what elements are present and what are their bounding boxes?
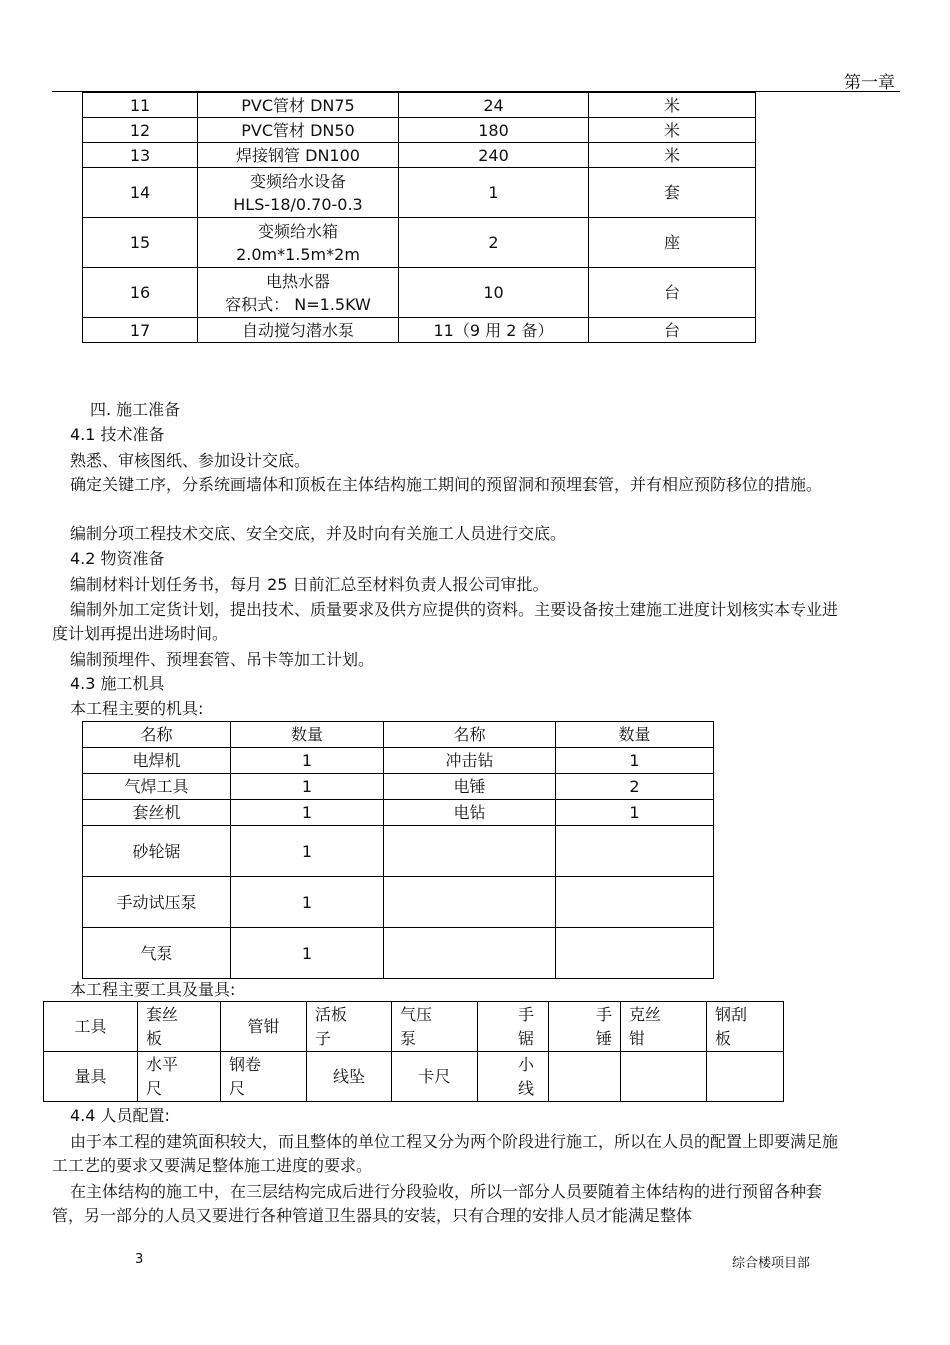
table-cell: 1 <box>231 748 384 774</box>
item-number: 17 <box>83 318 198 343</box>
s41-title: 4.1 技术准备 <box>70 425 165 444</box>
footer-department: 综合楼项目部 <box>732 1256 811 1271</box>
table-cell: 电钻 <box>384 800 556 826</box>
item-number: 12 <box>83 118 198 143</box>
s41-p3: 编制分项工程技术交底、安全交底，并及时向有关施工人员进行交底。 <box>70 524 567 543</box>
tool-cell: 克丝 钳 <box>621 1002 707 1052</box>
table-row <box>83 748 714 774</box>
tool-cell: 钢刮 板 <box>707 1002 784 1052</box>
tools-intro: 本工程主要工具及量具: <box>70 980 236 999</box>
table-row <box>83 143 756 168</box>
tool-cell: 线坠 <box>307 1052 392 1102</box>
table-row <box>44 1052 784 1102</box>
table-cell <box>556 826 714 877</box>
tools-table <box>43 1001 784 1102</box>
table-row <box>83 168 756 218</box>
table-cell: 1 <box>231 877 384 928</box>
s42-p2: 编制外加工定货计划，提出技术、质量要求及供方应提供的资料。主要设备按土建施工进度计划核实本专业进度计划再提出进场时间。 <box>52 600 839 643</box>
tool-cell: 手 锯 <box>478 1002 549 1052</box>
tool-cell: 量具 <box>44 1052 138 1102</box>
table-row <box>83 318 756 343</box>
table-cell: 砂轮锯 <box>83 826 231 877</box>
table-cell: 套丝机 <box>83 800 231 826</box>
table-cell: 电焊机 <box>83 748 231 774</box>
table-row <box>83 826 714 877</box>
item-unit: 台 <box>589 318 756 343</box>
table-cell: 气泵 <box>83 928 231 979</box>
item-unit: 米 <box>589 118 756 143</box>
tool-cell: 小 线 <box>478 1052 549 1102</box>
tool-cell: 工具 <box>44 1002 138 1052</box>
table-row <box>44 1002 784 1052</box>
s42-p3: 编制预埋件、预埋套管、吊卡等加工计划。 <box>70 650 375 669</box>
table-row <box>83 774 714 800</box>
page-number: 3 <box>135 1252 144 1267</box>
table-row <box>83 218 756 268</box>
item-number: 14 <box>83 168 198 218</box>
column-header: 名称 <box>384 722 556 748</box>
section4-title: 四. 施工准备 <box>90 400 181 419</box>
tool-cell: 钢卷 尺 <box>221 1052 307 1102</box>
tool-cell <box>707 1052 784 1102</box>
item-quantity: 1 <box>399 168 589 218</box>
item-quantity: 11（9 用 2 备） <box>399 318 589 343</box>
materials-table <box>82 92 756 343</box>
item-name: 变频给水设备 HLS-18/0.70-0.3 <box>198 168 399 218</box>
tool-cell: 手 锤 <box>549 1002 621 1052</box>
chapter-title: 第一章 <box>844 73 895 93</box>
table-row <box>83 800 714 826</box>
item-name: PVC管材 DN75 <box>198 93 399 118</box>
table-cell: 手动试压泵 <box>83 877 231 928</box>
column-header: 数量 <box>231 722 384 748</box>
item-number: 16 <box>83 268 198 318</box>
tool-cell <box>621 1052 707 1102</box>
table-cell: 1 <box>231 774 384 800</box>
machines-table <box>82 721 714 979</box>
column-header: 名称 <box>83 722 231 748</box>
table-cell <box>556 877 714 928</box>
table-cell <box>556 928 714 979</box>
table-cell: 1 <box>231 800 384 826</box>
item-name: 电热水器 容积式： N=1.5KW <box>198 268 399 318</box>
table-row <box>83 118 756 143</box>
table-row <box>83 877 714 928</box>
table-cell <box>384 826 556 877</box>
item-quantity: 2 <box>399 218 589 268</box>
table-row <box>83 928 714 979</box>
item-quantity: 24 <box>399 93 589 118</box>
table-cell: 电锤 <box>384 774 556 800</box>
tool-cell: 活板 子 <box>307 1002 392 1052</box>
tool-cell <box>549 1052 621 1102</box>
table-cell: 1 <box>231 826 384 877</box>
item-quantity: 240 <box>399 143 589 168</box>
table-cell: 1 <box>556 748 714 774</box>
s44-p1: 由于本工程的建筑面积较大，而且整体的单位工程又分为两个阶段进行施工，所以在人员的配置上即要满足施工工艺的要求又要满足整体施工进度的要求。 <box>52 1132 839 1175</box>
item-name: 变频给水箱 2.0m*1.5m*2m <box>198 218 399 268</box>
s43-intro: 本工程主要的机具: <box>70 699 204 718</box>
item-name: 焊接钢管 DN100 <box>198 143 399 168</box>
item-number: 15 <box>83 218 198 268</box>
table-row <box>83 268 756 318</box>
column-header: 数量 <box>556 722 714 748</box>
item-unit: 米 <box>589 143 756 168</box>
s42-title: 4.2 物资准备 <box>70 549 165 568</box>
table-cell <box>384 928 556 979</box>
item-number: 13 <box>83 143 198 168</box>
table-cell: 1 <box>231 928 384 979</box>
item-unit: 台 <box>589 268 756 318</box>
item-number: 11 <box>83 93 198 118</box>
table-header-row <box>83 722 714 748</box>
s41-p2: 确定关键工序，分系统画墙体和顶板在主体结构施工期间的预留洞和预埋套管，并有相应预防移位的措施。 <box>70 475 823 494</box>
s41-p1: 熟悉、审核图纸、参加设计交底。 <box>70 451 311 470</box>
item-quantity: 10 <box>399 268 589 318</box>
tool-cell: 气压 泵 <box>392 1002 478 1052</box>
table-cell: 1 <box>556 800 714 826</box>
item-unit: 座 <box>589 218 756 268</box>
tool-cell: 管钳 <box>221 1002 307 1052</box>
s44-p2: 在主体结构的施工中，在三层结构完成后进行分段验收，所以一部分人员要随着主体结构的进行预留各种套管，另一部分的人员又要进行各种管道卫生器具的安装，只有合理的安排人员才能满足整体 <box>52 1182 823 1225</box>
s44-title: 4.4 人员配置: <box>70 1106 170 1125</box>
item-unit: 米 <box>589 93 756 118</box>
table-cell: 冲击钻 <box>384 748 556 774</box>
tool-cell: 套丝 板 <box>138 1002 221 1052</box>
tool-cell: 卡尺 <box>392 1052 478 1102</box>
s43-title: 4.3 施工机具 <box>70 674 165 693</box>
s42-p1: 编制材料计划任务书，每月 25 日前汇总至材料负责人报公司审批。 <box>70 575 549 594</box>
table-cell <box>384 877 556 928</box>
table-cell: 2 <box>556 774 714 800</box>
item-unit: 套 <box>589 168 756 218</box>
item-name: 自动搅匀潜水泵 <box>198 318 399 343</box>
table-cell: 气焊工具 <box>83 774 231 800</box>
item-quantity: 180 <box>399 118 589 143</box>
table-row <box>83 93 756 118</box>
tool-cell: 水平 尺 <box>138 1052 221 1102</box>
item-name: PVC管材 DN50 <box>198 118 399 143</box>
